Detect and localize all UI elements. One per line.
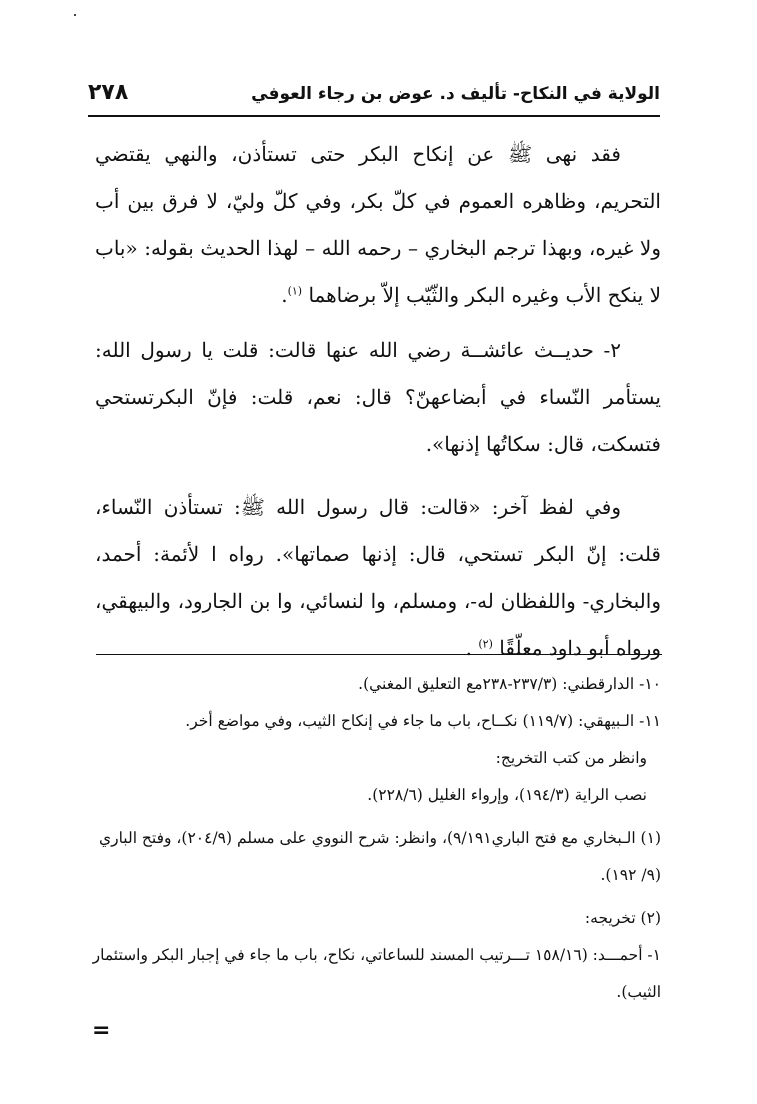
header-title: الولاية في النكاح- تأليف د. عوض بن رجاء العوفي xyxy=(251,84,660,104)
footnote-2-title: (٢) تخريجه: xyxy=(584,909,661,927)
paragraph-2: ٢- حديــث عائشــة رضي الله عنها قالت: قلت يا رسول الله: يستأمر النّساء في أبضاعهنّ؟ قال: نعم، قلت: فإنّ البكرتستحي فتسكت، قال: سكاتُها إذنها». xyxy=(95,338,661,456)
paragraph-3-end: . xyxy=(465,636,472,660)
page-number: ٢٧٨ xyxy=(88,80,129,105)
note-11-refs: نصب الراية (١٩٤/٣)، وإرواء الغليل (٢٢٨/٦). xyxy=(367,786,647,804)
paragraph-3 xyxy=(95,484,661,672)
footnote-ref-2: (٢) xyxy=(478,637,493,651)
header-rule xyxy=(88,115,660,117)
footnote-ref-1: (١) xyxy=(287,284,303,298)
paragraph-1-end: . xyxy=(281,283,288,307)
note-11: ١١- الـبيهقي: (١١٩/٧) نكــاح، باب ما جاء في إنكاح الثيب، وفي مواضع أخر. xyxy=(185,712,661,730)
running-header xyxy=(88,80,660,112)
end-mark: = xyxy=(92,1018,111,1043)
footnote-2-item-1: ١- أحمـــد: (١٥٨/١٦ تـــرتيب المسند للساعاتي، نكاح، باب ما جاء في إجبار البكر واستئمار الثيب). xyxy=(92,946,661,1001)
footnotes xyxy=(87,666,661,1011)
footnote-1: (١) الـبخاري مع فتح الباري٩/١٩١)، وانظر: شرح النووي على مسلم (٢٠٤/٩)، وفتح الباري (٩/ ١٩٢). xyxy=(98,829,661,884)
paragraph-1 xyxy=(95,131,661,319)
scan-speck xyxy=(74,14,76,16)
paragraph-1-text: فقد نهى ﷺ عن إنكاح البكر حتى تستأذن، والنهي يقتضي التحريم، وظاهره العموم في كلّ بكر، وفي كلّ وليّ، لا فرق بين أب ولا غيره، وبهذا ترجم البخاري – رحمه الله – لهذا الحديث بقوله: «باب لا ينكح الأب وغيره البكر والثّيّب إلاّ برضاهما xyxy=(95,142,661,307)
footnote-separator xyxy=(96,654,662,655)
note-11-see-also: وانظر من كتب التخريج: xyxy=(495,749,647,767)
paragraph-3-text: وفي لفظ آخر: «قالت: قال رسول الله ﷺ: تستأذن النّساء، قلت: إنّ البكر تستحي، قال: إذنها صماتها». رواه ا لأئمة: أحمد، والبخاري- واللفظان له-، ومسلم، وا لنسائي، وا بن الجارود، والبيهقي، ورواه أبو داود معلّقًا xyxy=(95,495,661,660)
main-text xyxy=(95,131,661,672)
note-10: ١٠- الدارقطني: (٢٣٧/٣-٢٣٨مع التعليق المغني). xyxy=(358,675,661,693)
